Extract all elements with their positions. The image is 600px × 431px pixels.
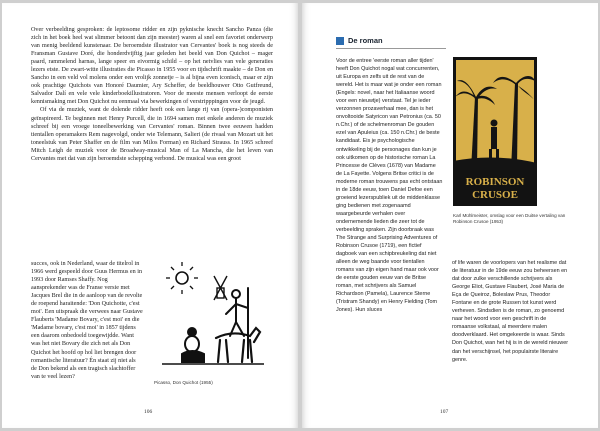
- don-quichot-illustration: [152, 258, 272, 376]
- page-number-left: 106: [144, 409, 153, 415]
- section-title: De roman: [348, 36, 383, 45]
- cover-title-line-2: CRUSOE: [472, 189, 518, 201]
- right-column-1: Voor de entree 'eerste roman aller tijden' heeft Don Quichot nogal wat concurrenten, uit Europa en zelfs uit de rest van de wereld. Het is maar wat je onder een roman (Engels: novel, naar het Italiaanse woord voor een nieuwtje) verstaat. Tel je ieder verzonnen prozaverhaal mee, dan is het onvoltooide Satyricon van Petronius (ca. 50 n.Chr.) of de schelmenroman De gouden ezel van Apuleius (ca. 150 n.Chr.) de beste kandidaat. Eis je psychologische ontwikkeling bij de personages dan kun je ook uitkomen op de historische roman La Princesse de Clèves (1678) van Madame de La Fayette. Volgens Britse critici is de moderne roman trouwens pas echt ontstaan in de 18de eeuw, toen Daniel Defoe een groeiend lezerspubliek uit de middenklasse ging bedienen met zogenaamd waargebeurde verhalen over ondernemende lieden die zeer tot de verbeelding spraken. Zijn doorbraak was The Strange and Surprising Adventures of Robinson Crusoe (1719), een fictief dagboek van een schipbreukeling dat niet alleen de weg baande voor tientallen romans van zijn eigen hand maar ook voor de eerste gouden eeuw van de Britse roman, met schrijvers als Samuel Richardson (Pamela), Laurence Sterne (Tristram Shandy) en Henry Fielding (Tom Jones). Hun sluces: [336, 58, 443, 314]
- section-marker-icon: [336, 37, 344, 45]
- left-body-text: [31, 26, 273, 163]
- section-heading: [336, 36, 446, 49]
- paragraph-2: Of via de muziek, want de dolende ridder heeft ook een lange rij van (opera-)componisten geïnspireerd. Te beginnen met Henry Purcell, die in 1694 samen met enkele anderen de muziek schreef bij een vroege toneelbewerking van Cervantes' roman. Binnen twee eeuwen hadden tientallen operamakers Rem nagevolgd, onder wie Telemann, Salieri (de rivaal van Mozart uit het toneelstuk van Peter Shaffer en de film van Milos Forman) en Richard Strauss. In 1965 schreef Mitch Leigh de muziek voor de Broadway-musical Man of La Mancha, die het leven van Cervantes met dat van zijn beroemdste schepping verbond. De musical was een groot: [31, 107, 273, 162]
- right-page: [302, 3, 598, 428]
- cover-caption: Karl Mühlmeister, omslag voor een Duitse vertaling van Robinson Crusoe (1953): [453, 213, 566, 225]
- right-column-2: of life waren de voorlopers van het realisme dat de literatuur in de 19de eeuw zou beheersen en dat door zulke verschillende schrijvers als George Eliot, Gustave Flaubert, José Maria de Eça de Queiroz, Boleslaw Prus, Theodor Fontane en de grote Russen tot kunst werd verheven. Sindsdien is de roman, zo genoemd naar het woord voor een geschrift in de romaanse volkstaal, al meerdere malen doodverklaard. Het omgekeerde is waar. Sinds Don Quichot, wan het hij is in de wereld nieuwer dan het verschijnsel, het populairste literaire genre.: [452, 260, 569, 363]
- robinson-crusoe-cover: [453, 57, 537, 206]
- illustration-caption: Picasso, Don Quichot (1955): [154, 380, 213, 385]
- page-number-right: 107: [440, 409, 449, 415]
- left-page: [2, 3, 298, 428]
- paragraph-1: Over verbeelding gesproken: de leptosome ridder en zijn pyknische knecht Sancho Panza (die zich in het boek heel wat slimmer betoont dan zijn meester) waren al snel een favoriet onderwerp van menig beeldend kunstenaar. De beroemdste illustrator van Cervantes' boek is nog steeds de Fransman Gustave Doré, die honderdvijftig jaar geleden het beeld van Don Quichot – mager paard, rammelend harnas, lange speer en eivormig schild – op het netvlies van vele generaties lezers etste. De zwart-witte illustraties die Picasso in 1955 voor en tijdschrift maakte – de Don en Sancho in een veld vol molens onder een vrolijk zonnetje – is al bijna even iconisch, maar er zijn ook prachtige Quichots van Honoré Daumier, Ary Scheffer, de beeldhouwer Otto Gutfreund, Salvador Dalí en vele vele kinderboekillustratoren. Voor de meeste mensen verloopt de eerste kennismaking met Don Quichot nu eenmaal via bewerkingen of verstripppingen voor de jeugd.: [31, 27, 273, 106]
- left-narrow-column: succes, ook in Nederland, waar de titelrol in 1966 werd gespeeld door Guus Hermus en in 1993 door Ramses Shaffy. Nog aansprekender was de Franse versie met Jacques Brel die in de aanloop van de revolte de roepend haraitende: 'Don Quichotte, c'est moi'. Een uitspraak die verwees naar Gustave Flauberts 'Madame Bovary, c'est moi' en die 'Madame bovary, c'est moi' in 1857 tijdens een daarom onbedoeld toegewijdde. Want was het niet Bovary die zich net als Don Quichot het hoofd op hol liet brengen door romantische literatuur? Én staat zij niet als de Don bekend als een tragisch slachtoffer van te veel lezen?: [31, 261, 143, 380]
- cover-title-line-1: ROBINSON: [465, 176, 525, 188]
